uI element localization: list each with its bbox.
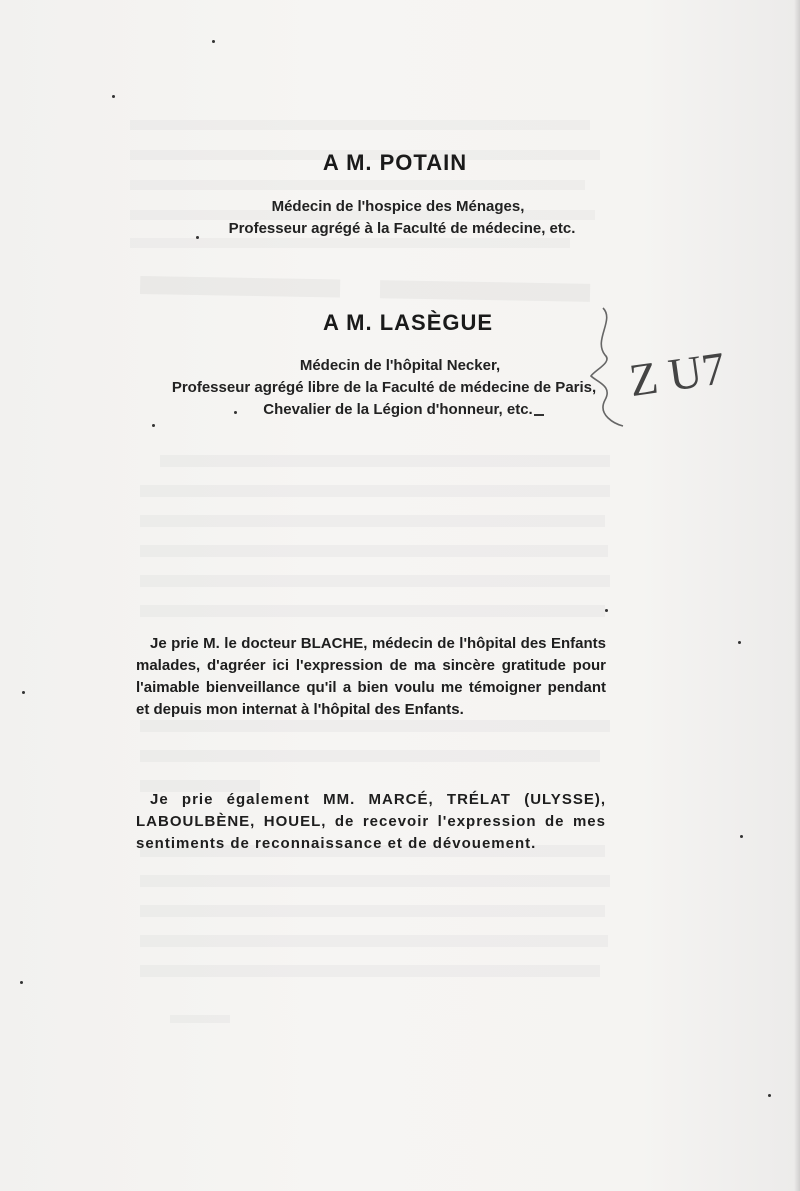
acknowledgement-marce-text: Je prie également MM. MARCÉ, TRÉLAT (ULYSSE), LABOULBÈNE, HOUEL, de recevoir l'expression de mes sentiments de reconnaissance et de dévouement. [136,791,606,852]
acknowledgement-blache [136,633,606,721]
print-speck [740,835,743,838]
dedication-lasegue-line3: Chevalier de la Légion d'honneur, etc. [263,401,533,418]
show-through-text-top [130,110,610,260]
dedication-lasegue-heading: A M. LASÈGUE [322,310,494,335]
print-speck [22,691,25,694]
print-speck [605,609,608,612]
acknowledgement-marce [136,789,606,855]
acknowledgement-blache-text: Je prie M. le docteur BLACHE, médecin de l'hôpital des Enfants malades, d'agréer ici l'expression de ma sincère gratitude pour l'aimable bienveillance qu'il a bien voulu me témoigner pendant et depuis mon internat à l'hôpital des Enfants. [136,635,606,718]
print-speck [112,95,115,98]
print-speck [20,981,23,984]
print-speck [534,414,544,416]
handwritten-annotation [585,300,785,430]
print-speck [212,40,215,43]
print-speck [196,236,199,239]
print-speck [768,1094,771,1097]
dedication-lasegue-line2: Professeur agrégé libre de la Faculté de médecine de Paris, [171,379,597,396]
dedication-potain-heading: A M. POTAIN [322,150,468,175]
print-speck [152,424,155,427]
handwritten-annotation-text: Z U7 [626,342,729,407]
print-speck [234,411,237,414]
print-speck [738,641,741,644]
show-through-heading-shape [140,266,601,314]
show-through-text-body [140,455,620,1035]
dedication-potain-line1: Médecin de l'hospice des Ménages, [271,198,525,215]
page-edge-shadow [794,0,800,1191]
dedication-potain-line2: Professeur agrégé à la Faculté de médecine, etc. [228,220,576,237]
dedication-lasegue-line1: Médecin de l'hôpital Necker, [299,357,501,374]
